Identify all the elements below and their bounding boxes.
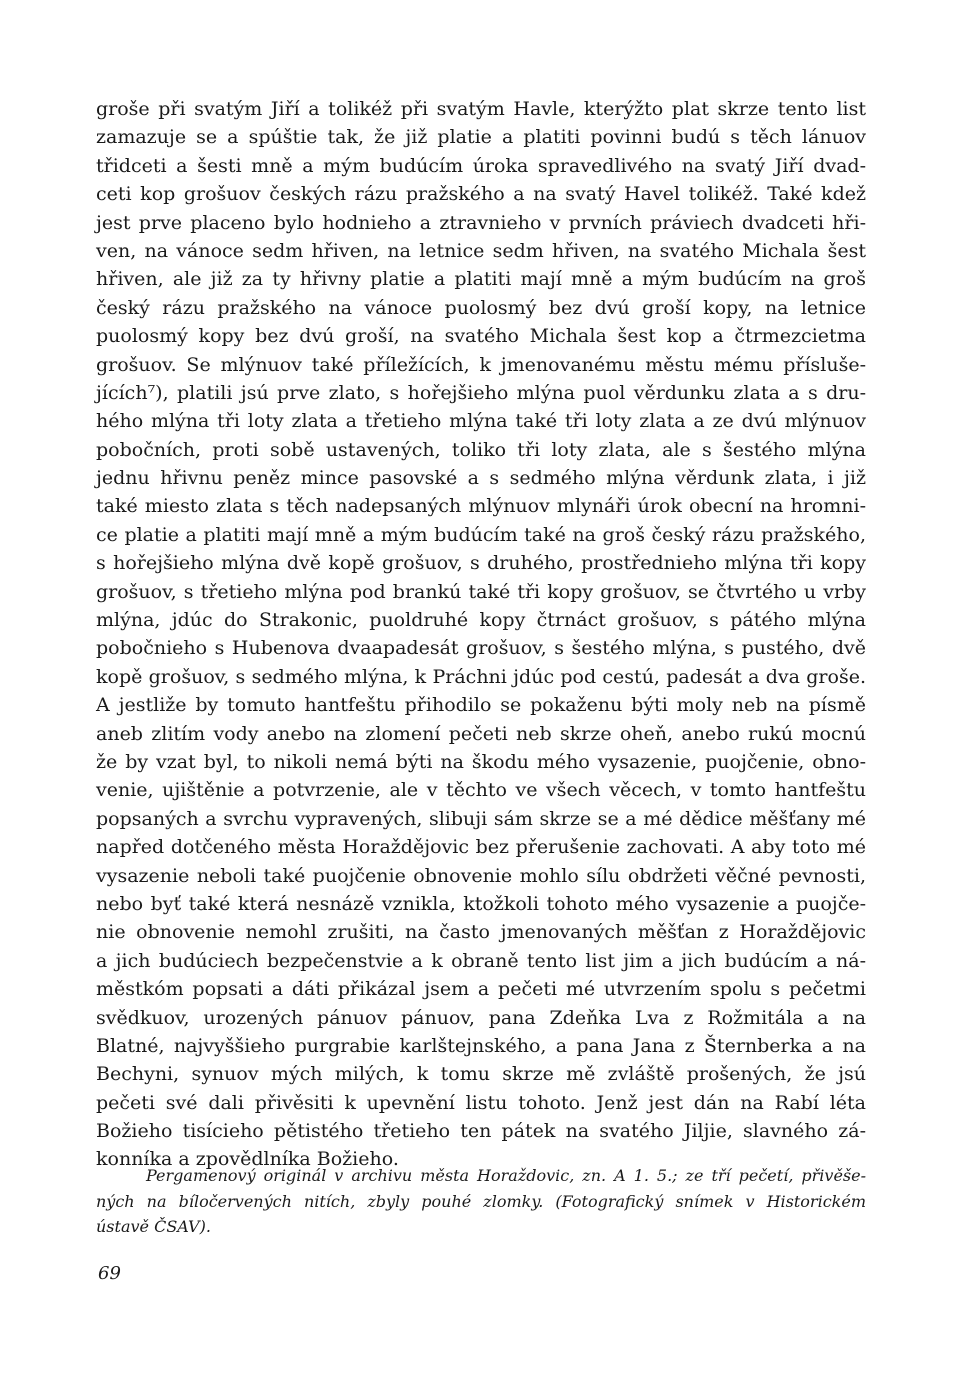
text-line: pobočních, proti sobě ustavených, toliko tři loty zlata, ale s šestého mlýna	[96, 438, 866, 461]
text-line: konníka a zpovědlníka Božieho.	[96, 1148, 399, 1171]
text-line: popsaných a svrchu vypravených, slibuji sám skrze se a mé dědice měšťany mé	[96, 807, 866, 830]
text-line: venie, ujištěnie a potvrzenie, ale v těchto ve všech věcech, v tomto hantfeštu	[96, 779, 866, 802]
text-line: hého mlýna tři loty zlata a třetieho mlýna také tři loty zlata a ze dvú mlýnuov	[96, 410, 866, 433]
text-line: napřed dotčeného města Horaždějovic bez přerušenie zachovati. A aby toto mé	[96, 836, 866, 859]
text-line: grošuov, s třetieho mlýna pod brankú také tři kopy grošuov, se čtvrtého u vrby	[96, 580, 866, 603]
text-line: že by vzat byl, to nikoli nemá býti na škodu mého vysazenie, puojčenie, obno-	[96, 750, 866, 773]
text-line: aneb zlitím vody anebo na zlomení pečeti neb skrze oheň, anebo rukú mocnú	[96, 722, 866, 745]
text-line: ce platie a platiti mají mně a mým budúcím také na groš český rázu pražského,	[96, 523, 866, 546]
note-line: Pergamenový originál v archivu města Horaždovic, zn. A 1. 5.; ze tří pečetí, přivěše-	[146, 1166, 866, 1185]
charter-text	[96, 95, 866, 1174]
text-line: jest prve placeno bylo hodnieho a ztravnieho v prvních práviech dvadceti hři-	[96, 211, 866, 234]
page-number: 69	[98, 1263, 121, 1284]
text-line: zamazuje se a spúštie tak, že již platie a platiti povinni budú s těch lánuov	[96, 126, 866, 149]
text-line: pečeti své dali přivěsiti k upevnění listu tohoto. Jenž jest dán na Rabí léta	[96, 1091, 866, 1114]
text-line: groše při svatým Jiří a tolikéž při svatým Havle, kterýžto plat skrze tento list	[96, 98, 866, 120]
text-line: ceti kop grošuov českých rázu pražského a na svatý Havel tolikéž. Také kdež	[96, 183, 866, 206]
text-line: Božieho tisícieho pětistého třetieho ten pátek na svatého Jiljie, slavného zá-	[96, 1120, 866, 1143]
text-line: hřiven, ale již za ty hřivny platie a platiti mají mně a mým budúcím na groš	[96, 268, 866, 291]
text-line: nie obnovenie nemohl zrušiti, na často jmenovaných měšťan z Horaždějovic	[96, 921, 866, 944]
text-line: mlýna, jdúc do Strakonic, puoldruhé kopy čtrnáct grošuov, s pátého mlýna	[96, 609, 866, 632]
text-line: jících⁷), platili jsú prve zlato, s hořejšieho mlýna puol věrdunku zlata a s dru-	[96, 381, 866, 404]
note-line: ústavě ČSAV).	[96, 1217, 211, 1236]
note-line: ných na bíločervených nitích, zbyly pouhé zlomky. (Fotografický snímek v Historickém	[96, 1191, 866, 1211]
text-line: Blatné, najvyššieho purgrabie karlštejnského, a pana Jana z Šternberka a na	[96, 1034, 866, 1057]
text-line: městkóm popsati a dáti přikázal jsem a pečeti mé utvrzením spolu s pečetmi	[96, 978, 866, 1001]
text-line: svědkuov, urozených pánuov pánuov, pana Zdeňka Lva z Rožmitála a na	[96, 1006, 866, 1029]
text-line: kopě grošuov, s sedmého mlýna, k Práchni jdúc pod cestú, padesát a dva groše.	[96, 665, 866, 688]
text-line: pobočnieho s Hubenova dvaapadesát grošuov, s šestého mlýna, s pustého, dvě	[96, 637, 866, 660]
text-line: a jich budúciech bezpečenstvie a k obraně tento list jim a jich budúcím a ná-	[96, 949, 866, 972]
text-line: puolosmý kopy bez dvú groší, na svatého Michala šest kop a čtrmezcietma	[96, 325, 866, 348]
text-line: nebo byť také která nesnázě vznikla, ktožkoli tohoto mého vysazenie a puojče-	[96, 892, 866, 915]
text-line: grošuov. Se mlýnuov také příležících, k jmenovanému městu mému přísluše-	[96, 353, 866, 376]
text-line: vysazenie neboli také puojčenie obnovenie mohlo sílu obdržeti věčné pevnosti,	[96, 864, 866, 887]
text-line: také miesto zlata s těch nadepsaných mlýnuov mlynáři úrok obecní na hromni-	[96, 495, 866, 518]
text-line: jednu hřivnu peněz mince pasovské a s sedmého mlýna věrdunk zlata, i již	[96, 467, 866, 490]
text-line: s hořejšieho mlýna dvě kopě grošuov, s druhého, prostřednieho mlýna tři kopy	[96, 552, 866, 575]
text-line: A jestliže by tomuto hantfeštu přihodilo se pokaženu býti moly neb na písmě	[96, 694, 866, 717]
text-line: ven, na vánoce sedm hřiven, na letnice sedm hřiven, na svatého Michala šest	[96, 239, 866, 262]
text-line: český rázu pražského na vánoce puolosmý bez dvú groší kopy, na letnice	[96, 296, 866, 319]
source-footnote	[96, 1163, 866, 1240]
text-line: třidceti a šesti mně a mým budúcím úroka spravedlivého na svatý Jiří dvad-	[96, 154, 866, 177]
text-line: Bechyni, synuov mých milých, k tomu skrze mě zvláště prošených, že jsú	[96, 1063, 866, 1086]
